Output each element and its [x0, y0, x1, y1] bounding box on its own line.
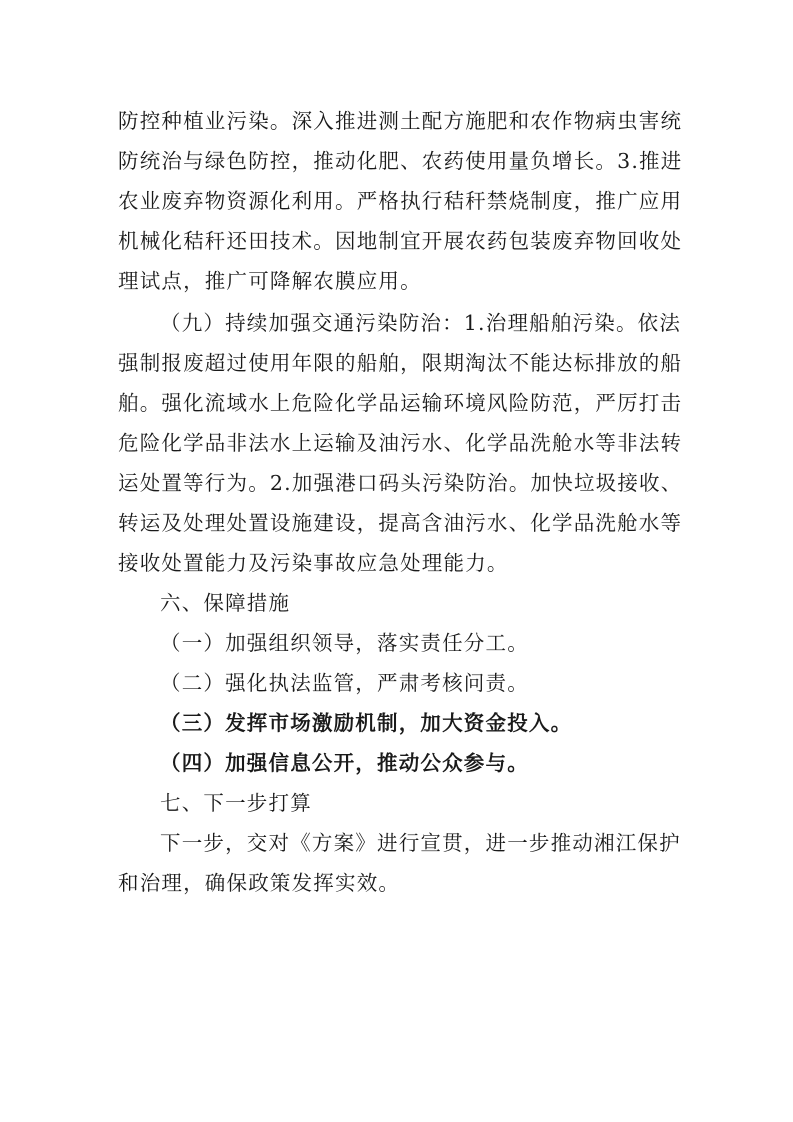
text-line: 转运及处理处置设施建设，提高含油污水、化学品洗舱水等 — [118, 511, 683, 535]
paragraph — [118, 303, 683, 583]
section-heading — [118, 583, 678, 623]
measure-item: （一）加强组织领导，落实责任分工。 — [160, 631, 529, 655]
measure-item: （四）加强信息公开，推动公众参与。 — [160, 751, 529, 775]
text-line: 农业废弃物资源化利用。严格执行秸秆禁烧制度，推广应用 — [118, 189, 683, 213]
text-line: 危险化学品非法水上运输及油污水、化学品洗舱水等非法转 — [118, 431, 683, 455]
paragraph-agri-pollution — [118, 101, 683, 301]
section-heading — [118, 783, 678, 823]
paragraph — [118, 101, 683, 301]
heading-seven: 七、下一步打算 — [160, 791, 312, 815]
measure-item: （三）发挥市场激励机制，加大资金投入。 — [160, 711, 573, 735]
section-guarantee-measures — [118, 583, 678, 783]
text-line: 防控种植业污染。深入推进测土配方施肥和农作物病虫害统 — [118, 109, 683, 133]
section-next-steps — [118, 783, 681, 903]
text-line: 接收处置能力及污染事故应急处理能力。 — [118, 551, 509, 575]
heading-six: 六、保障措施 — [160, 591, 291, 615]
text-line: 下一步，交对《方案》进行宣贯，进一步推动湘江保护 — [160, 831, 681, 855]
measure-list — [118, 623, 678, 783]
text-line: （九）持续加强交通污染防治：1.治理船舶污染。依法 — [160, 311, 682, 335]
text-line: 舶。强化流域水上危险化学品运输环境风险防范，严厉打击 — [118, 391, 683, 415]
text-line: 运处置等行为。2.加强港口码头污染防治。加快垃圾接收、 — [118, 471, 683, 495]
text-line: 理试点，推广可降解农膜应用。 — [118, 269, 422, 293]
paragraph — [118, 823, 681, 903]
text-line: 和治理，确保政策发挥实效。 — [118, 871, 401, 895]
paragraph-transport-pollution — [118, 303, 683, 583]
text-line: 防统治与绿色防控，推动化肥、农药使用量负增长。3.推进 — [118, 149, 683, 173]
text-line: 机械化秸秆还田技术。因地制宜开展农药包装废弃物回收处 — [118, 229, 683, 253]
measure-item: （二）强化执法监管，严肃考核问责。 — [160, 671, 529, 695]
text-line: 强制报废超过使用年限的船舶，限期淘汰不能达标排放的船 — [118, 351, 683, 375]
